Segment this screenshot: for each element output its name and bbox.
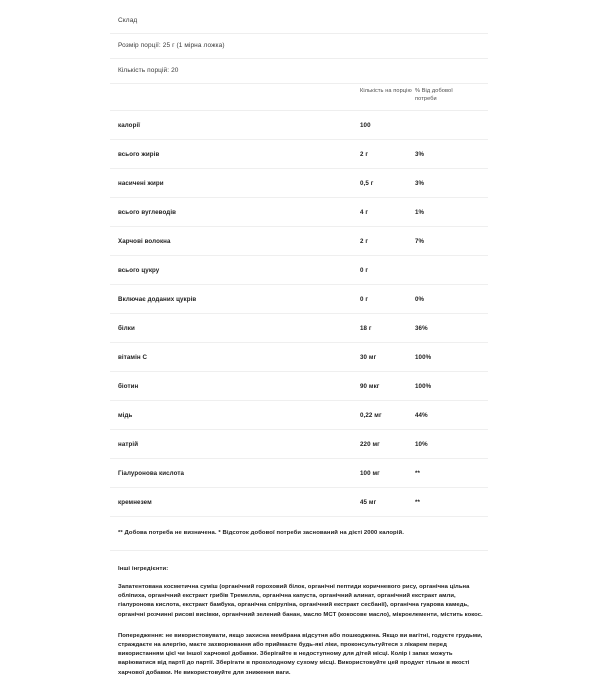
nutrient-name: всього цукру [118,267,160,274]
table-row [110,488,488,517]
table-row [110,430,488,459]
table-row [110,111,488,140]
table-row [110,227,488,256]
column-header-daily-value: % Від добової потреби [415,88,453,102]
table-row [110,343,488,372]
nutrient-name: Харчові волокна [118,238,171,245]
nutrient-name: мідь [118,412,133,419]
nutrient-amount: 45 мг [360,499,377,506]
nutrient-amount: 0,22 мг [360,412,382,419]
nutrient-dv: 3% [415,151,425,158]
nutrient-dv: 10% [415,441,428,448]
nutrient-dv: ** [415,499,421,506]
nutrient-amount: 0 г [360,296,369,303]
nutrient-dv: 3% [415,180,425,187]
nutrient-amount: 220 мг [360,441,380,448]
nutrient-name: всього жирів [118,151,160,158]
table-column-headers [110,84,488,111]
table-row [110,140,488,169]
nutrient-name: біотин [118,383,139,390]
nutrient-dv: 100% [415,383,432,390]
table-row [110,372,488,401]
nutrient-name: Включає доданих цукрів [118,296,197,303]
nutrient-name: вітамін C [118,354,148,361]
table-row [110,198,488,227]
nutrient-dv: 1% [415,209,425,216]
nutrient-amount: 2 г [360,238,369,245]
nutrient-name: натрій [118,441,139,448]
nutrient-dv: 100% [415,354,432,361]
table-row [110,314,488,343]
serving-size-row: Розмір порції: 25 г (1 мірна ложка) [110,34,488,59]
nutrient-dv: ** [415,470,421,477]
nutrient-name: насичені жири [118,180,164,187]
nutrient-name: всього вуглеводів [118,209,177,216]
nutrient-amount: 100 мг [360,470,380,477]
nutrient-amount: 0 г [360,267,369,274]
daily-value-footnote: ** Добова потреба не визначена. * Відсоток добової потреби заснований на дієті 2000 калорій. [110,517,488,551]
nutrient-amount: 18 г [360,325,372,332]
table-row [110,169,488,198]
composition-heading: Склад [110,0,488,34]
nutrient-amount: 2 г [360,151,369,158]
nutrient-amount: 100 [360,122,371,129]
other-ingredients-block [110,565,488,678]
table-row [110,401,488,430]
nutrient-amount: 4 г [360,209,369,216]
nutrition-facts-panel [110,0,488,678]
table-row [110,256,488,285]
table-row [110,459,488,488]
other-ingredients-title: Інші інгредієнти: [118,566,169,572]
column-header-amount: Кількість на порцію [360,88,412,94]
nutrient-dv: 0% [415,296,425,303]
nutrient-name: Гіалуронова кислота [118,470,185,477]
nutrient-amount: 0,5 г [360,180,374,187]
nutrient-amount: 90 мкг [360,383,380,390]
nutrient-dv: 44% [415,412,428,419]
nutrient-dv: 36% [415,325,428,332]
nutrient-amount: 30 мг [360,354,377,361]
other-ingredients-body: Запатентована косметична суміш (органічний гороховий білок, органічні пептиди коричневого рису, органічна цільна обліпиха, органічний екстракт грибів Тремелла, органічна капуста, органічний алинат, органічний екстракт амли, гіалуронова кислота, екстракт бамбука, органічна спіруліна, органічний екстракт сесбанії), органічна гуарова камедь, органічні розчинні рисові висівки, органічний зелений банан, масло MCT (кокосове масло), мікроелементи, містить кокос. [118,584,483,618]
nutrient-dv: 7% [415,238,425,245]
nutrient-name: білки [118,325,135,332]
nutrient-name: калорії [118,122,141,129]
nutrient-name: кремнезем [118,499,152,506]
servings-per-container-row: Кількість порцій: 20 [110,59,488,84]
warning-body: Попередження: не використовувати, якщо захисна мембрана відсутня або пошкоджена. Якщо ви вагітні, годуєте грудьми, страждаєте на алергію, маєте захворювання або приймаєте будь-які ліки, проконсультуйтеся з лікарем перед використанням цієї чи іншої харчової добавки. Зберігайте в недоступному для дітей місці. Колір і запах можуть варіюватися від партії до партії. Зберігати в прохолодному сухому місці. Використовуйте цей продукт тільки в якості харчової добавки. Не використовуйте для зниження ваги. [118,632,483,676]
table-row [110,285,488,314]
